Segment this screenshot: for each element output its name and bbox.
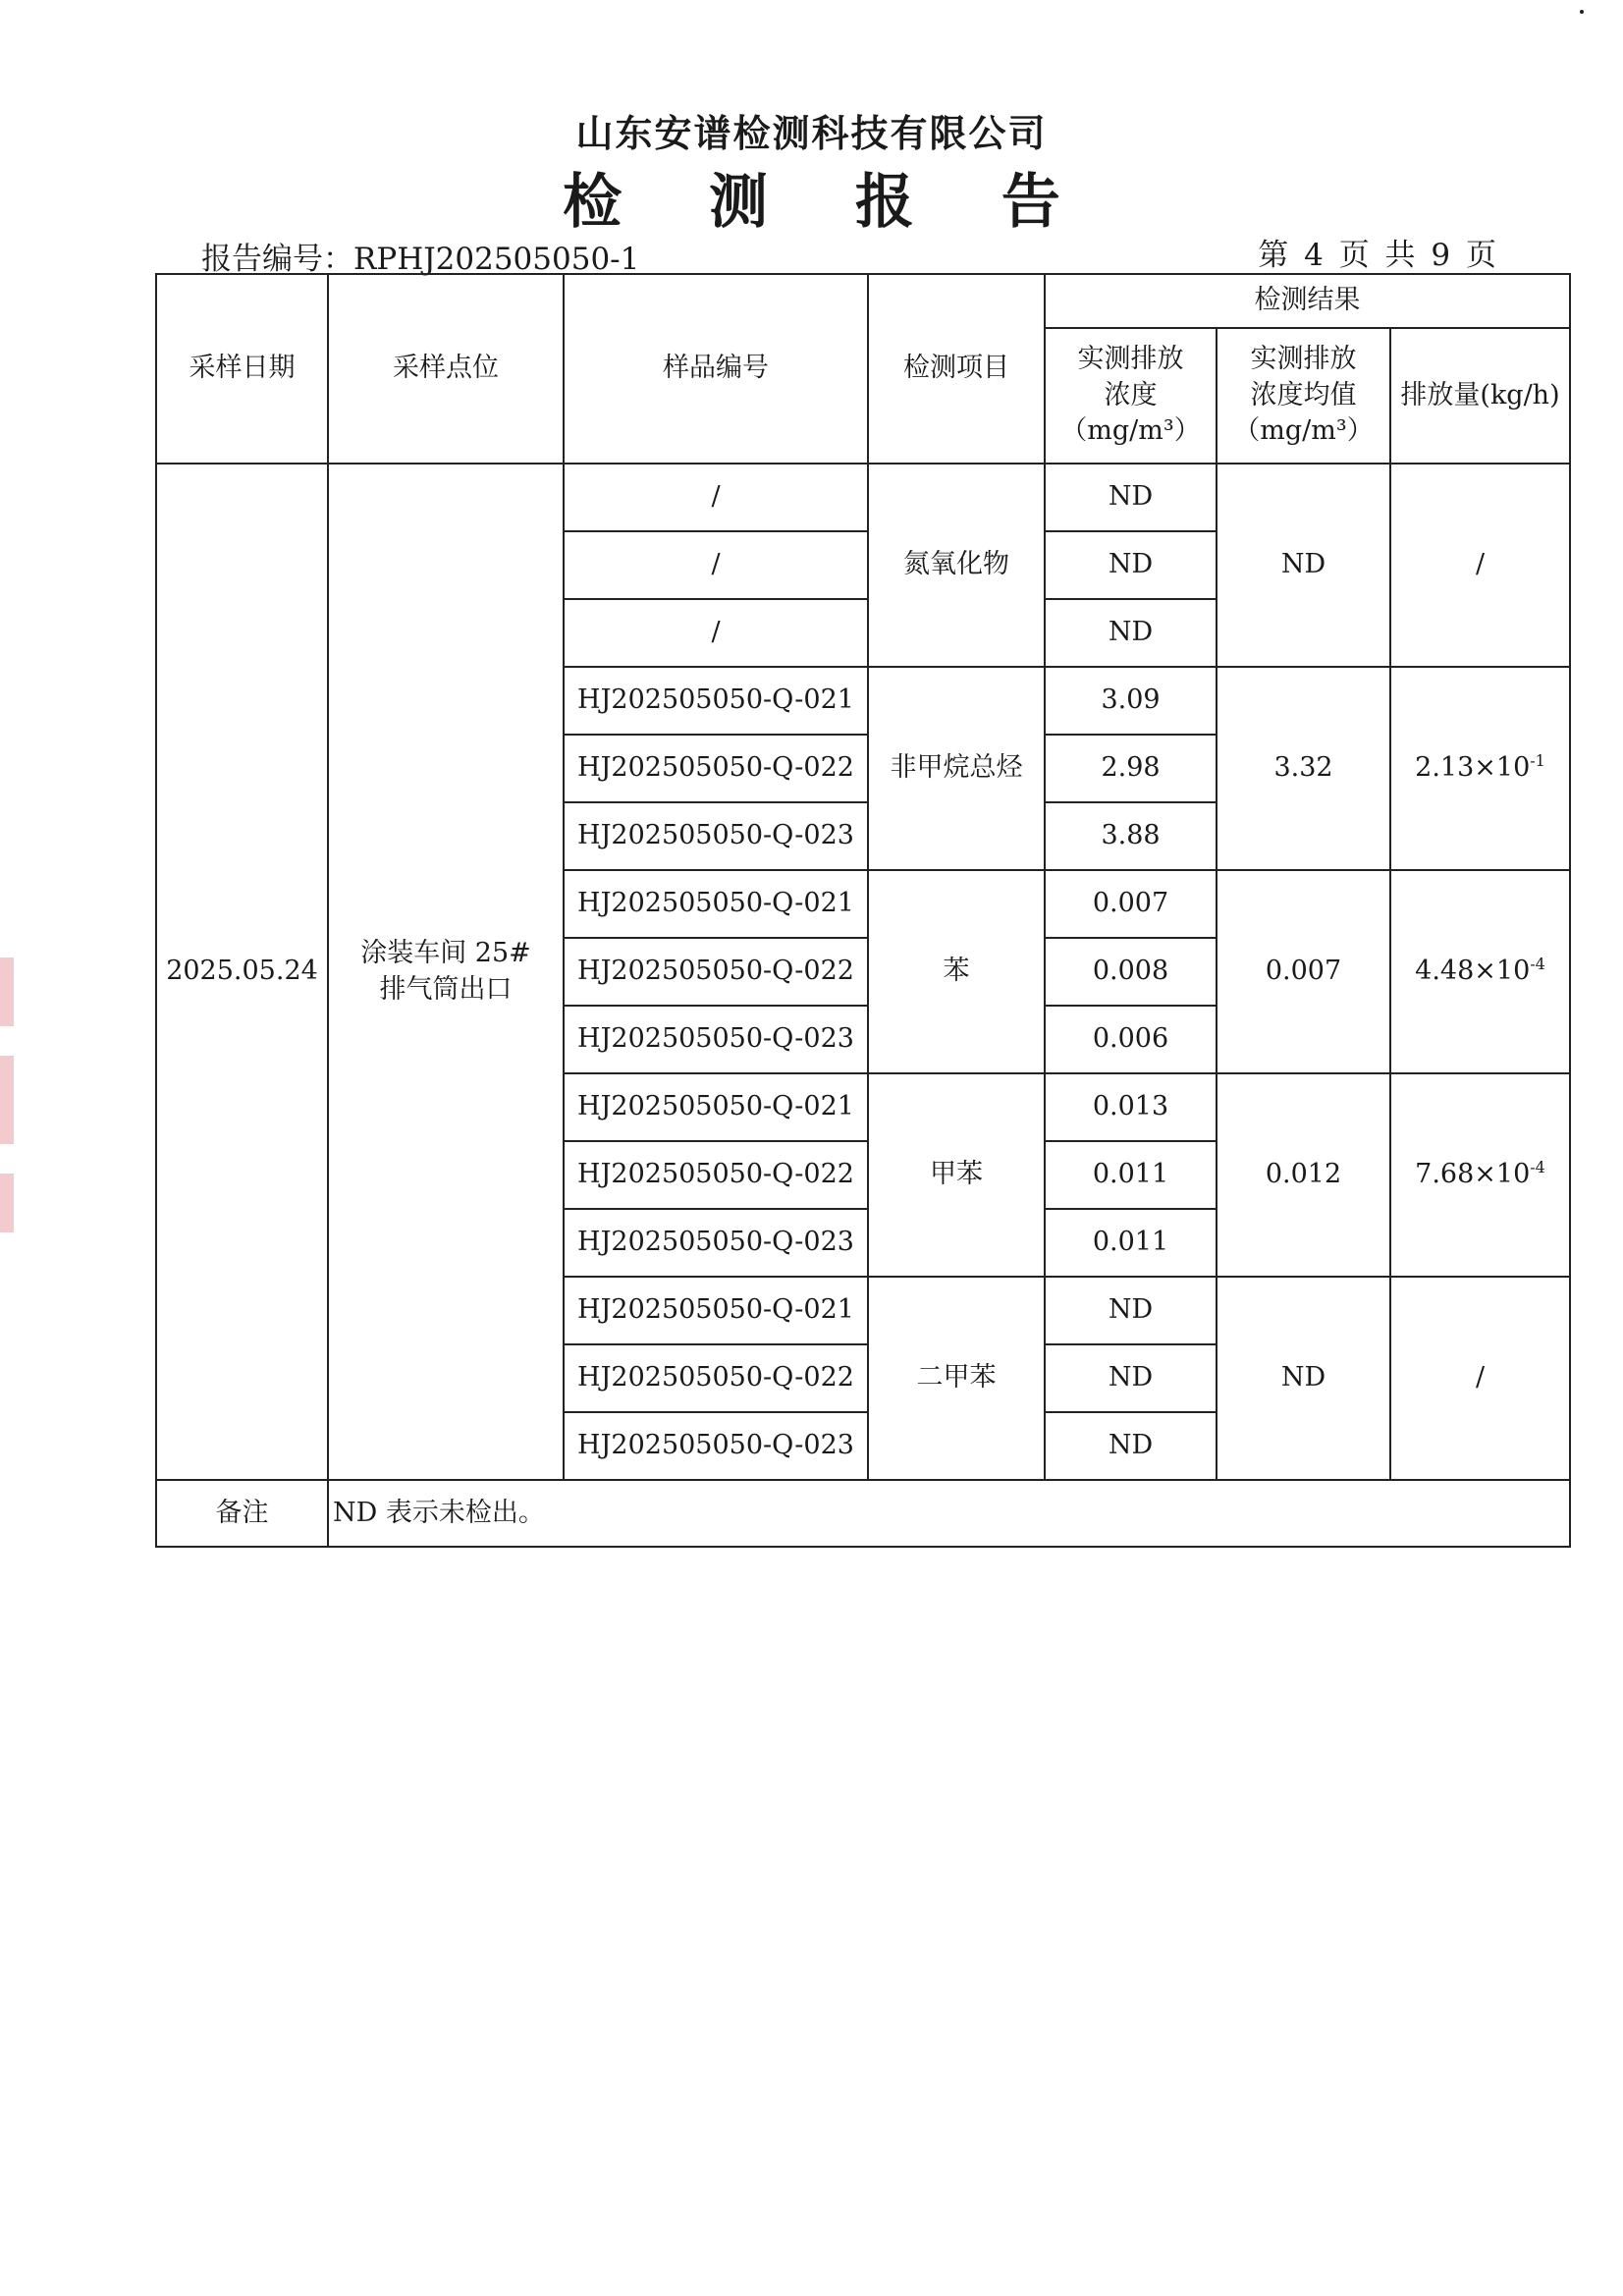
emission-rate (1390, 1073, 1570, 1277)
page-mid: 页 共 (1338, 238, 1419, 273)
header-sample-no: 样品编号 (564, 274, 868, 464)
sample-number: HJ202505050-Q-022 (564, 938, 868, 1006)
measured-concentration: ND (1045, 599, 1217, 667)
measured-concentration: 0.011 (1045, 1209, 1217, 1277)
results-table (155, 273, 1571, 1548)
emission-rate-base: 2.13×10 (1415, 752, 1531, 784)
header-results: 检测结果 (1045, 274, 1570, 328)
test-item: 氮氧化物 (868, 464, 1045, 667)
measured-concentration: 0.007 (1045, 870, 1217, 938)
header-date: 采样日期 (156, 274, 328, 464)
emission-rate (1390, 464, 1570, 667)
measured-concentration: 0.006 (1045, 1006, 1217, 1073)
measured-concentration: 3.09 (1045, 667, 1217, 735)
average-concentration: 0.012 (1217, 1073, 1390, 1277)
emission-rate (1390, 870, 1570, 1073)
company-name: 山东安谱检测科技有限公司 (575, 111, 1048, 155)
header-conc-line1: 实测排放 (1077, 344, 1184, 375)
sampling-location (328, 464, 564, 1480)
report-number-value: RPHJ202505050-1 (353, 242, 640, 277)
measured-concentration: 0.011 (1045, 1141, 1217, 1209)
header-conc-avg-line1: 实测排放 (1250, 344, 1357, 375)
sample-number: HJ202505050-Q-022 (564, 1344, 868, 1412)
page-prefix: 第 (1258, 238, 1292, 273)
test-item: 甲苯 (868, 1073, 1045, 1277)
table-row (156, 464, 1570, 531)
emission-rate (1390, 1277, 1570, 1480)
test-item: 苯 (868, 870, 1045, 1073)
results-body (156, 464, 1570, 1480)
measured-concentration: ND (1045, 1412, 1217, 1480)
emission-rate-exponent: -1 (1530, 751, 1545, 771)
test-item: 非甲烷总烃 (868, 667, 1045, 870)
emission-rate-base: 7.68×10 (1415, 1159, 1531, 1190)
emission-rate-exponent: -4 (1530, 955, 1545, 974)
remark-label: 备注 (156, 1480, 328, 1547)
header-conc (1045, 328, 1217, 464)
emission-rate-base: 4.48×10 (1415, 956, 1531, 987)
header-location: 采样点位 (328, 274, 564, 464)
average-concentration: ND (1217, 1277, 1390, 1480)
report-number (201, 234, 639, 278)
average-concentration: 3.32 (1217, 667, 1390, 870)
header-conc-avg (1217, 328, 1390, 464)
measured-concentration: 2.98 (1045, 735, 1217, 802)
scan-dot (1580, 10, 1584, 14)
sample-number: HJ202505050-Q-021 (564, 667, 868, 735)
sample-number: HJ202505050-Q-023 (564, 1006, 868, 1073)
measured-concentration: ND (1045, 1277, 1217, 1344)
page-current: 4 (1304, 238, 1326, 273)
sample-number: HJ202505050-Q-022 (564, 735, 868, 802)
page-suffix: 页 (1466, 238, 1499, 273)
measured-concentration: 0.013 (1045, 1073, 1217, 1141)
measured-concentration: 3.88 (1045, 802, 1217, 870)
header-item: 检测项目 (868, 274, 1045, 464)
sample-number: / (564, 464, 868, 531)
measured-concentration: ND (1045, 1344, 1217, 1412)
emission-rate-base: / (1475, 1362, 1486, 1394)
sample-number: / (564, 599, 868, 667)
average-concentration: 0.007 (1217, 870, 1390, 1073)
sampling-date: 2025.05.24 (156, 464, 328, 1480)
sample-number: HJ202505050-Q-023 (564, 1209, 868, 1277)
sampling-location-line: 涂装车间 25# (360, 938, 531, 969)
sampling-location-line: 排气筒出口 (379, 973, 513, 1005)
header-conc-avg-line2: 浓度均值 (1250, 379, 1357, 410)
emission-rate (1390, 667, 1570, 870)
measured-concentration: ND (1045, 464, 1217, 531)
sample-number: HJ202505050-Q-023 (564, 802, 868, 870)
measured-concentration: 0.008 (1045, 938, 1217, 1006)
page-indicator (1258, 230, 1499, 274)
remark-text: ND 表示未检出。 (328, 1480, 1570, 1547)
report-number-label: 报告编号： (201, 242, 353, 277)
sample-number: HJ202505050-Q-021 (564, 1277, 868, 1344)
page-total: 9 (1431, 238, 1454, 273)
emission-rate-exponent: -4 (1530, 1158, 1545, 1177)
sample-number: HJ202505050-Q-021 (564, 1073, 868, 1141)
average-concentration: ND (1217, 464, 1390, 667)
header-conc-line3: （mg/m³） (1060, 415, 1201, 447)
sample-number: HJ202505050-Q-021 (564, 870, 868, 938)
header-conc-avg-line3: （mg/m³） (1233, 415, 1374, 447)
sample-number: HJ202505050-Q-023 (564, 1412, 868, 1480)
sample-number: / (564, 531, 868, 599)
sample-number: HJ202505050-Q-022 (564, 1141, 868, 1209)
header-conc-line2: 浓度 (1104, 379, 1158, 410)
measured-concentration: ND (1045, 531, 1217, 599)
seal-stamp-edge (0, 957, 16, 1291)
report-title: 检 测 报 告 (563, 168, 1094, 237)
emission-rate-base: / (1475, 549, 1486, 580)
test-item: 二甲苯 (868, 1277, 1045, 1480)
header-emission: 排放量(kg/h) (1390, 328, 1570, 464)
